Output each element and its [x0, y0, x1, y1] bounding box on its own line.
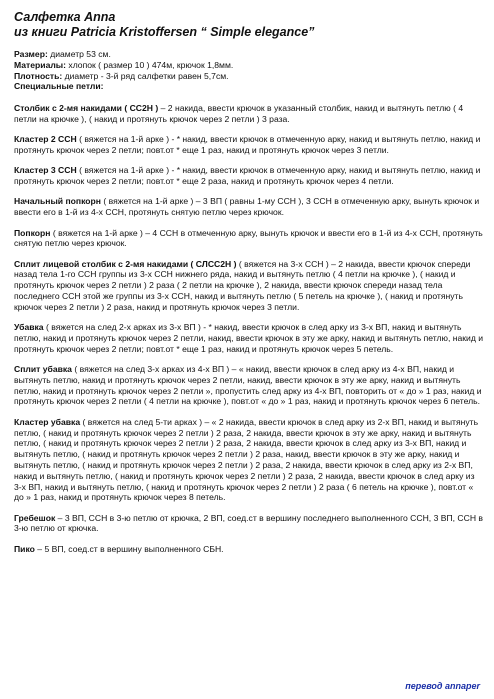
- stitch-term: Кластер убавка: [14, 416, 81, 427]
- stitch-description: ( вяжется на 1-й арке ) – 3 ВП ( равны 1-му ССН ), 3 ССН в отмеченную арку, вынуть крючок и ввести его в 1-й из 4-х ССН, протянуть снятую петлю через крючок.: [14, 196, 480, 218]
- stitch-description: – 5 ВП, соед.ст в вершину выполненного СБН.: [34, 543, 224, 554]
- stitch-entry: [14, 322, 484, 354]
- spec-size-label: Размер:: [14, 49, 48, 59]
- stitch-entry: [14, 417, 484, 503]
- stitch-term: Попкорн: [14, 227, 51, 238]
- stitch-description: ( вяжется на след 5-ти арках ) – « 2 накида, ввести крючок в след арку из 2-х ВП, накид и вытянуть петлю, ( накид и протянуть крючок через 2 петли ) 2 раза, 2 накида, ввести крючок в эту же арку, накид и вытянуть петлю, ( накид и протянуть крючок через 2 петли ) 2 раза, 2 накида, ввести крючок в след арку из 3-х ВП, накид и вытянуть петлю, ( накид и протянуть крючок через 2 петли ) 2 раза, накид, ввести крючок в эту же арку, накид и вытянуть петлю, ( накид и протянуть крючок через 2 петли ) 2 раза, 2 накида, ввести крючок в след арку из 2-х ВП, накид и вытянуть петлю, ( накид и протянуть крючок через 2 петли ) 2 раза, 2 накида, ввести крючок в след арку из 3-х ВП, накид и вытянуть петлю, ( накид и протянуть крючок через 2 петли ) 2 раза ( 6 петель на крючке ), повт.от « до » 1 раз, накид и протянуть крючок через 8 петель.: [14, 416, 479, 503]
- stitch-term: Сплит убавка: [14, 364, 72, 375]
- stitch-term: Сплит лицевой столбик с 2-мя накидами ( СЛСС2Н ): [14, 258, 237, 269]
- spec-density-value: диаметр - 3-й ряд салфетки равен 5,7см.: [62, 70, 229, 81]
- document-page: [14, 10, 484, 564]
- spec-size: [14, 49, 484, 60]
- stitch-term: Убавка: [14, 322, 44, 333]
- special-stitches-heading: Специальные петли:: [14, 81, 104, 92]
- title-line-2: из книги Patricia Kristoffersen “ Simple elegance”: [14, 25, 315, 39]
- stitch-entry: [14, 103, 484, 125]
- stitch-entry: [14, 134, 484, 156]
- stitch-description: ( вяжется на след 2-х арках из 3-х ВП ) - * накид, ввести крючок в след арку из 3-х ВП, накид и вытянуть петлю, накид и протянуть крючок через 2 петли, накид, ввести крючок в эту же арку, накид и вытянуть петлю, накид и протянуть крючок через 2 петли; повт.от * еще 1 раз, накид и протянуть крючок через 5 петель.: [14, 322, 484, 354]
- stitch-entry: [14, 228, 484, 250]
- stitch-term: Пико: [14, 543, 35, 554]
- pattern-specs: [14, 49, 484, 92]
- stitch-entry: [14, 196, 484, 218]
- stitch-description: – 2 накида, ввести крючок в указанный столбик, накид и вытянуть петлю ( 4 петли на крючке ), ( накид и протянуть крючок через 2 петли ) 3 раза.: [14, 103, 464, 124]
- stitch-description: ( вяжется на 1-й арке ) - * накид, ввести крючок в отмеченную арку, накид и вытянуть петлю, накид и протянуть крючок через 2 петли; повт.от * еще 2 раза, накид и протянуть крючок через 4 петли.: [14, 165, 481, 187]
- spec-materials-value: хлопок ( размер 10 ) 474м, крючок 1,8мм.: [66, 59, 234, 70]
- stitch-entry: [14, 165, 484, 187]
- stitch-term: Гребешок: [14, 512, 56, 523]
- stitch-description: ( вяжется на 1-й арке ) - * накид, ввести крючок в отмеченную арку, накид и вытянуть петлю, накид и протянуть крючок через 2 петли; повт.от * еще 1 раз, накид и протянуть крючок через 3 петли.: [14, 134, 481, 156]
- stitch-entry: [14, 544, 484, 555]
- translator-credit: перевод annaper: [405, 681, 480, 691]
- stitch-definitions: [14, 103, 484, 554]
- stitch-description: ( вяжется на 1-й арке ) – 4 ССН в отмеченную арку, вынуть крючок и ввести его в 1-й из 4-х ССН, протянуть снятую петлю через крючок.: [14, 227, 483, 249]
- stitch-entry: [14, 364, 484, 407]
- stitch-description: – 3 ВП, ССН в 3-ю петлю от крючка, 2 ВП, соед.ст в вершину последнего выполненного ССН, 3 ВП, ССН в 3-ю петлю от крючка.: [14, 512, 483, 534]
- stitch-description: ( вяжется на след 3-х арках из 4-х ВП ) – « накид, ввести крючок в след арку из 4-х ВП, накид и вытянуть петлю, накид и протянуть крючок через 2 петли, накид, ввести крючок в эту же арку, накид и вытянуть петлю, накид и протянуть крючок через 2 петли », пропустить след арку из 4-х ВП, повторить от « до » 1 раз, накид и протянуть крючок через 2 петли ( 4 петли на крючке ), повт.от « до » 1 раз, накид и протянуть крючок через 6 петель.: [14, 364, 482, 407]
- stitch-term: Кластер 3 ССН: [14, 165, 77, 176]
- pattern-title: [14, 10, 484, 40]
- stitch-description: ( вяжется на 3-х ССН ) – 2 накида, ввести крючок спереди назад тела 1-го ССН группы из 3-х ССН нижнего ряда, накид и вытянуть петлю ( 4 петли на крючке ), ( накид и протянуть крючок через 2 петли ) 2 раза ( 2 петли на крючке ), 2 накида, ввести крючок спереди назад тела последнего ССН этой же группы из 3-х ССН, накид и вытянуть петлю ( 5 петель на крючке ), ( накид и протянуть крючок через 2 петли ) 2 раза, накид и протянуть крючок через 3 петли.: [14, 258, 471, 312]
- stitch-entry: [14, 259, 484, 313]
- spec-density: [14, 71, 484, 82]
- stitch-term: Начальный попкорн: [14, 196, 101, 207]
- stitch-term: Кластер 2 ССН: [14, 134, 77, 145]
- stitch-term: Столбик с 2-мя накидами ( СС2Н ): [14, 103, 159, 114]
- stitch-entry: [14, 513, 484, 535]
- spec-size-value: диаметр 53 см.: [47, 49, 111, 59]
- spec-density-label: Плотность:: [14, 70, 63, 81]
- spec-materials-label: Материалы:: [14, 59, 67, 70]
- spec-materials: [14, 60, 484, 71]
- title-line-1: Салфетка Anna: [14, 10, 116, 24]
